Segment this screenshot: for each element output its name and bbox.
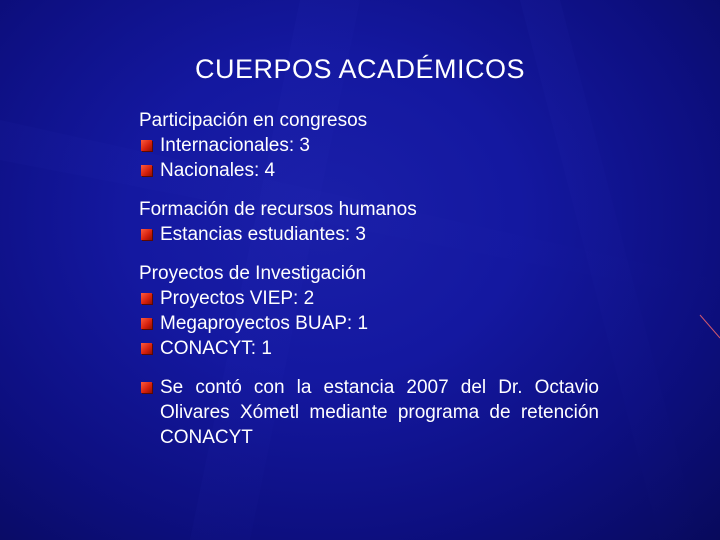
list-item bbox=[139, 286, 599, 311]
square-bullet-icon bbox=[141, 343, 152, 354]
list-item bbox=[139, 158, 599, 183]
section-heading: Proyectos de Investigación bbox=[139, 263, 367, 284]
note-item bbox=[139, 375, 599, 450]
square-bullet-icon bbox=[141, 382, 152, 393]
note-text: Se contó con la estancia 2007 del Dr. Octavio Olivares Xómetl mediante programa de retención CONACYT bbox=[160, 377, 599, 448]
list-item bbox=[139, 311, 599, 336]
slide-content bbox=[139, 108, 599, 450]
list-item-text: Estancias estudiantes: 3 bbox=[160, 224, 366, 245]
list-item-text: Nacionales: 4 bbox=[160, 160, 276, 181]
square-bullet-icon bbox=[141, 165, 152, 176]
list-item bbox=[139, 222, 599, 247]
section-congresos bbox=[139, 108, 599, 183]
square-bullet-icon bbox=[141, 293, 152, 304]
slide-title: CUERPOS ACADÉMICOS bbox=[194, 54, 526, 84]
list-item-text: Megaproyectos BUAP: 1 bbox=[160, 313, 369, 334]
list-item bbox=[139, 336, 599, 361]
square-bullet-icon bbox=[141, 229, 152, 240]
section-proyectos bbox=[139, 261, 599, 361]
section-heading: Formación de recursos humanos bbox=[139, 199, 417, 220]
list-item-text: CONACYT: 1 bbox=[160, 338, 272, 359]
list-item-text: Internacionales: 3 bbox=[160, 135, 310, 156]
list-item bbox=[139, 133, 599, 158]
square-bullet-icon bbox=[141, 318, 152, 329]
square-bullet-icon bbox=[141, 140, 152, 151]
section-formacion bbox=[139, 197, 599, 247]
list-item-text: Proyectos VIEP: 2 bbox=[160, 288, 315, 309]
section-heading: Participación en congresos bbox=[139, 110, 368, 131]
